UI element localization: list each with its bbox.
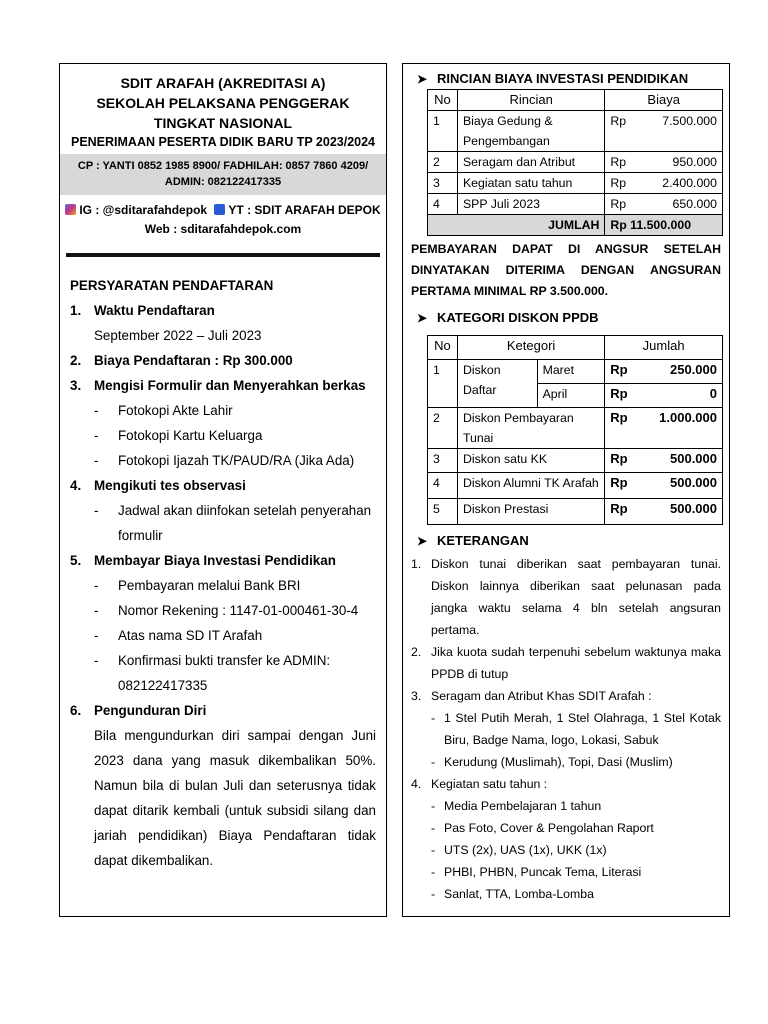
req-5-bullet: - Pembayaran melalui Bank BRI	[94, 578, 301, 593]
school-subtitle: SEKOLAH PELAKSANA PENGGERAK	[96, 95, 350, 111]
sub-item: - PHBI, PHBN, Puncak Tema, Literasi	[431, 865, 642, 879]
req-3-bullet: - Fotokopi Akte Lahir	[94, 403, 233, 418]
investment-heading	[417, 70, 721, 88]
contact-box	[60, 154, 386, 195]
youtube-channel: YT : SDIT ARAFAH DEPOK	[228, 203, 381, 217]
table-row: April Rp 0	[428, 384, 723, 408]
investment-table	[427, 89, 723, 236]
discount-table	[427, 335, 723, 525]
social-links	[60, 201, 386, 239]
website: Web : sditarafahdepok.com	[144, 222, 302, 236]
sub-item: - Pas Foto, Cover & Pengolahan Raport	[431, 821, 654, 835]
req-3-bullet: - Fotokopi Kartu Keluarga	[94, 428, 263, 443]
youtube-icon	[214, 204, 225, 215]
col-header-item: Rincian	[457, 90, 604, 111]
installment-note: PEMBAYARAN DAPAT DI ANGSUR SETELAH DINYATAKAN DITERIMA DENGAN ANGSURAN PERTAMA MINIMAL RP 3.500.000.	[411, 242, 721, 298]
sub-item: - UTS (2x), UAS (1x), UKK (1x)	[431, 843, 607, 857]
total-label: JUMLAH	[428, 215, 605, 236]
req-item-2: 2. Biaya Pendaftaran : Rp 300.000	[70, 353, 293, 368]
table-row: 2 Seragam dan Atribut Rp 950.000	[428, 152, 723, 173]
req-item-6: 6. Pengunduran Diri	[70, 703, 207, 718]
req-3-bullet: - Fotokopi Ijazah TK/PAUD/RA (Jika Ada)	[94, 453, 355, 468]
list-item: 3. Seragam dan Atribut Khas SDIT Arafah :	[411, 689, 652, 703]
withdrawal-paragraph: Bila mengundurkan diri sampai dengan Juni 2023 dana yang masuk dikembalikan 50%. Namun bila di bulan Juli dan seterusnya tidak dapat ditarik kembali (untuk subsidi silang dan jariah pendidikan) Biaya Pendaftaran tidak dapat dikembalikan.	[94, 728, 376, 868]
investment-title: RINCIAN BIAYA INVESTASI PENDIDIKAN	[437, 71, 689, 86]
table-row: 4 Diskon Alumni TK Arafah Rp 500.000	[428, 473, 723, 499]
req-item-5: 5. Membayar Biaya Investasi Pendidikan	[70, 553, 336, 568]
notes-list	[411, 553, 721, 905]
table-row: 3 Diskon satu KK Rp 500.000	[428, 449, 723, 473]
table-row: 1 Biaya Gedung & Pengembangan Rp 7.500.000	[428, 111, 723, 152]
table-row: 1 Diskon Daftar Maret Rp 250.000	[428, 360, 723, 384]
list-item: 1. Diskon tunai diberikan saat pembayaran tunai. Diskon lainnya diberikan saat pelunasan pada jangka waktu selama 4 bln setelah angsuran pertama.	[411, 557, 721, 637]
table-row: 4 SPP Juli 2023 Rp 650.000	[428, 194, 723, 215]
req-5-bullet: - Nomor Rekening : 1147-01-000461-30-4	[94, 603, 359, 618]
contact-line-2: ADMIN: 082122417335	[164, 176, 282, 188]
list-item: 4. Kegiatan satu tahun :	[411, 777, 548, 791]
req-item-1: 1. Waktu Pendaftaran	[70, 303, 215, 318]
arrow-icon: ➤	[417, 534, 428, 548]
right-panel	[402, 63, 730, 917]
notes-title: KETERANGAN	[437, 533, 529, 548]
instagram-handle: IG : @sditarafahdepok	[79, 203, 208, 217]
col-header-cost: Biaya	[605, 90, 723, 111]
table-row: 5 Diskon Prestasi Rp 500.000	[428, 499, 723, 525]
sub-item: - Kerudung (Muslimah), Topi, Dasi (Muslim)	[431, 755, 673, 769]
list-item: 2. Jika kuota sudah terpenuhi sebelum waktunya maka PPDB di tutup	[411, 645, 721, 681]
arrow-icon: ➤	[417, 311, 428, 325]
req-item-1-detail: September 2022 – Juli 2023	[94, 328, 262, 343]
req-item-4: 4. Mengikuti tes observasi	[70, 478, 246, 493]
sub-item: - Media Pembelajaran 1 tahun	[431, 799, 602, 813]
col-header-amount: Jumlah	[605, 336, 723, 360]
left-panel	[59, 63, 387, 917]
total-value: Rp 11.500.000	[605, 215, 723, 236]
req-item-3: 3. Mengisi Formulir dan Menyerahkan berkas	[70, 378, 366, 393]
requirements-title: PERSYARATAN PENDAFTARAN	[70, 278, 274, 293]
table-row: 3 Kegiatan satu tahun Rp 2.400.000	[428, 173, 723, 194]
contact-line-1: CP : YANTI 0852 1985 8900/ FADHILAH: 0857 7860 4209/	[77, 160, 369, 172]
school-level: TINGKAT NASIONAL	[153, 115, 293, 131]
req-5-bullet: - Atas nama SD IT Arafah	[94, 628, 263, 643]
req-5-bullet: - Konfirmasi bukti transfer ke ADMIN: 082122417335	[94, 653, 331, 693]
notes-heading	[417, 532, 721, 550]
requirements-section	[60, 257, 386, 873]
arrow-icon: ➤	[417, 72, 428, 86]
school-header	[60, 73, 386, 151]
total-row	[428, 215, 723, 236]
col-header-category: Ketegori	[457, 336, 604, 360]
school-name: SDIT ARAFAH (AKREDITASI A)	[120, 75, 326, 91]
sub-item: - 1 Stel Putih Merah, 1 Stel Olahraga, 1 Stel Kotak Biru, Badge Nama, logo, Lokasi, Sabuk	[431, 711, 721, 747]
instagram-icon	[65, 204, 76, 215]
discount-title: KATEGORI DISKON PPDB	[437, 310, 599, 325]
col-header-no: No	[428, 336, 458, 360]
discount-heading	[417, 309, 721, 327]
req-4-bullet: - Jadwal akan diinfokan setelah penyerahan formulir	[94, 503, 372, 543]
sub-item: - Sanlat, TTA, Lomba-Lomba	[431, 887, 594, 901]
table-row: 2 Diskon Pembayaran Tunai Rp 1.000.000	[428, 408, 723, 449]
col-header-no: No	[428, 90, 458, 111]
ppdb-title: PENERIMAAN PESERTA DIDIK BARU TP 2023/2024	[70, 135, 376, 149]
